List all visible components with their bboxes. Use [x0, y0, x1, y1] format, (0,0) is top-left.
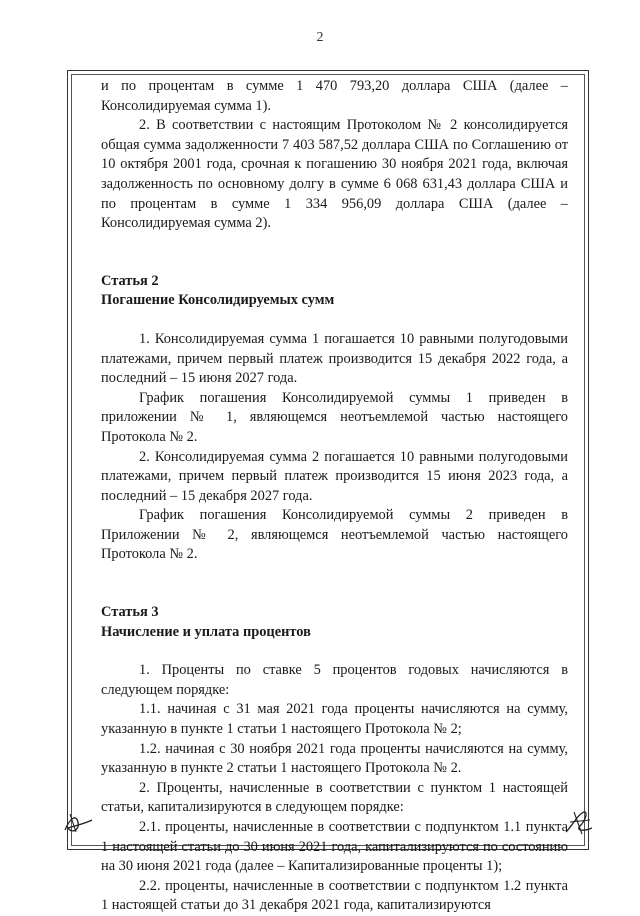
article2-paragraph-2: График погашения Консолидируемой суммы 1 приведен в приложении № 1, являющемся неотъемлемой частью настоящего Протокола № 2. [101, 389, 568, 445]
article2-title: Погашение Консолидируемых сумм [101, 292, 335, 309]
article2-number: Статья 2 [101, 272, 159, 289]
article2-paragraph-1: 1. Консолидируемая сумма 1 погашается 10 равными полугодовыми платежами, причем первый платеж производится 15 декабря 2022 года, а последний – 15 июня 2027 года. [101, 330, 568, 387]
article2-paragraph-4: График погашения Консолидируемой суммы 2 приведен в Приложении № 2, являющемся неотъемлемой частью настоящего Протокола № 2. [101, 507, 568, 563]
article2-paragraph-3: 2. Консолидируемая сумма 2 погашается 10 равными полугодовыми платежами, причем первый платеж производится 15 июня 2023 года, а последний – 15 декабря 2027 года. [101, 448, 568, 504]
document-body [101, 77, 568, 916]
initials-signature-right [562, 808, 596, 838]
page-number: 2 [316, 30, 324, 45]
article3-title: Начисление и уплата процентов [101, 623, 311, 640]
article1-paragraph-2: 2. В соответствии с настоящим Протоколом № 2 консолидируется общая сумма задолженности 7 403 587,52 доллара США по Соглашению от 10 октября 2001 года, срочная к погашению 30 ноября 2021 года, включая задолженность по основному долгу в сумме 6 068 631,43 доллара США и по процентам в сумме 1 334 956,09 доллара США (далее – Консолидируемая сумма 2). [101, 117, 568, 232]
article3-paragraph-2-2: 2.2. проценты, начисленные в соответствии с подпунктом 1.2 пункта 1 настоящей статьи до 31 декабря 2021 года, капитализируются [101, 877, 568, 914]
article3-paragraph-1-2: 1.2. начиная с 30 ноября 2021 года проценты начисляются на сумму, указанную в пункте 2 статьи 1 настоящего Протокола № 2. [101, 740, 568, 777]
article3-paragraph-2-1: 2.1. проценты, начисленные в соответствии с подпунктом 1.1 пункта 1 настоящей статьи до 30 июня 2021 года, капитализируются по состоянию на 30 июня 2021 года (далее – Капитализированные проценты 1); [101, 819, 568, 875]
article3-paragraph-1-1: 1.1. начиная с 31 мая 2021 года проценты начисляются на сумму, указанную в пункте 1 статьи 1 настоящего Протокола № 2; [101, 701, 568, 738]
continuation-paragraph: и по процентам в сумме 1 470 793,20 доллара США (далее – Консолидируемая сумма 1). [101, 78, 568, 114]
article3-paragraph-2: 2. Проценты, начисленные в соответствии с пунктом 1 настоящей статьи, капитализируются в следующем порядке: [101, 779, 568, 816]
initials-signature-left [62, 808, 96, 838]
article3-number: Статья 3 [101, 604, 159, 621]
article3-paragraph-1: 1. Проценты по ставке 5 процентов годовых начисляются в следующем порядке: [101, 662, 568, 698]
